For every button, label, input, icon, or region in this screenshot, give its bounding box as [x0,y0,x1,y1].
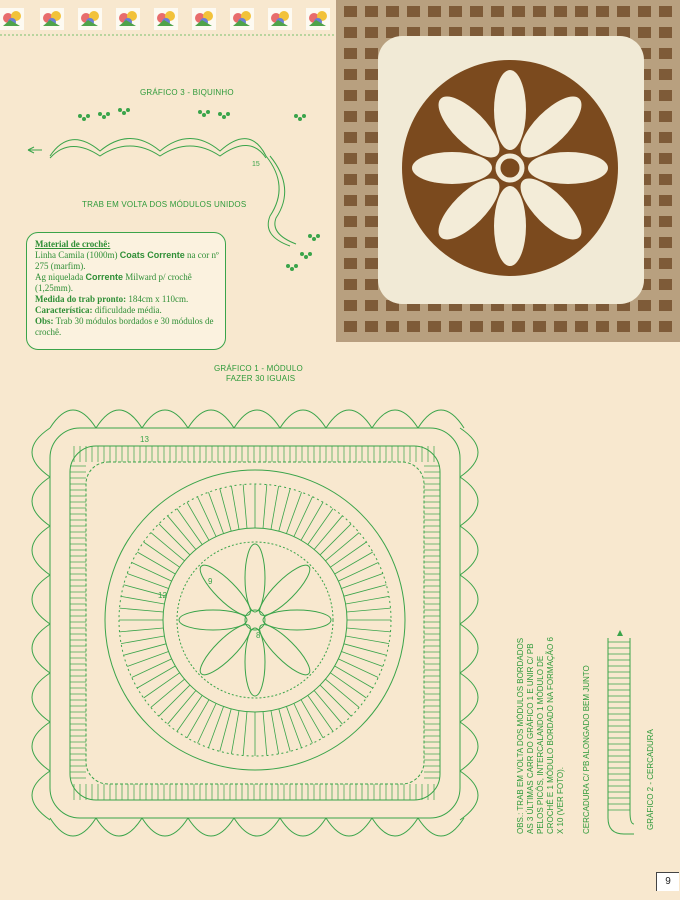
chart1-mark-9: 9 [208,577,213,586]
materials-needle: Ag niquelada [35,272,84,282]
chart1-mark-8: 8 [256,631,261,640]
chart1-mark-13: 13 [140,435,149,444]
module-photo [336,0,680,342]
chart1-mark-12: 12 [158,591,167,600]
materials-heading: Material de crochê: [35,239,111,249]
chart1-module-diagram [10,388,500,858]
materials-needle-brand: Corrente [85,272,123,282]
materials-brand: Coats Corrente [119,250,185,260]
chart2-title: GRÁFICO 2 - CERCADURA [646,729,655,830]
obs-label: Obs: [35,316,54,326]
size-value: 184cm x 110cm. [128,294,189,304]
feature-label: Característica: [35,305,93,315]
chart3-round-mark: 15 [252,161,260,168]
chart2-caption: CERCADURA C/ PB ALONGADO BEM JUNTO [582,665,591,834]
materials-color: na cor nº 275 (marfim). [35,250,219,271]
chart1-title: GRÁFICO 1 - MÓDULO [214,364,303,373]
materials-needle-size: Milward p/ crochê (1,25mm). [35,272,192,293]
obs-value: Trab 30 módulos bordados e 30 módulos de crochê. [35,316,214,337]
page-number: 9 [656,872,679,891]
chart3-caption: TRAB EM VOLTA DOS MÓDULOS UNIDOS [82,200,247,209]
materials-box [26,232,226,350]
embroidered-module-image [338,0,680,340]
chart3-title: GRÁFICO 3 - BIQUINHO [140,88,234,97]
feature-value: dificuldade média. [94,305,162,315]
size-label: Medida do trab pronto: [35,294,127,304]
chart1-subtitle: FAZER 30 IGUAIS [226,374,296,383]
chart2-border-diagram [600,628,640,838]
flower-border [0,0,336,40]
materials-yarn: Linha Camila (1000m) [35,250,118,260]
obs-side-note: OBS.: TRAB EM VOLTA DOS MÓDULOS BORDADOS AS 3 ÚLTIMAS CARR DO GRÁFICO 1 E UNIR C/ PB PELOS PICÔS, INTERCALANDO 1 MÓDULO DE CROCHÊ E 1 MÓDULO BORDADO NA FORMAÇÃO 6 X 10 (VER FOTO). [516,637,565,834]
